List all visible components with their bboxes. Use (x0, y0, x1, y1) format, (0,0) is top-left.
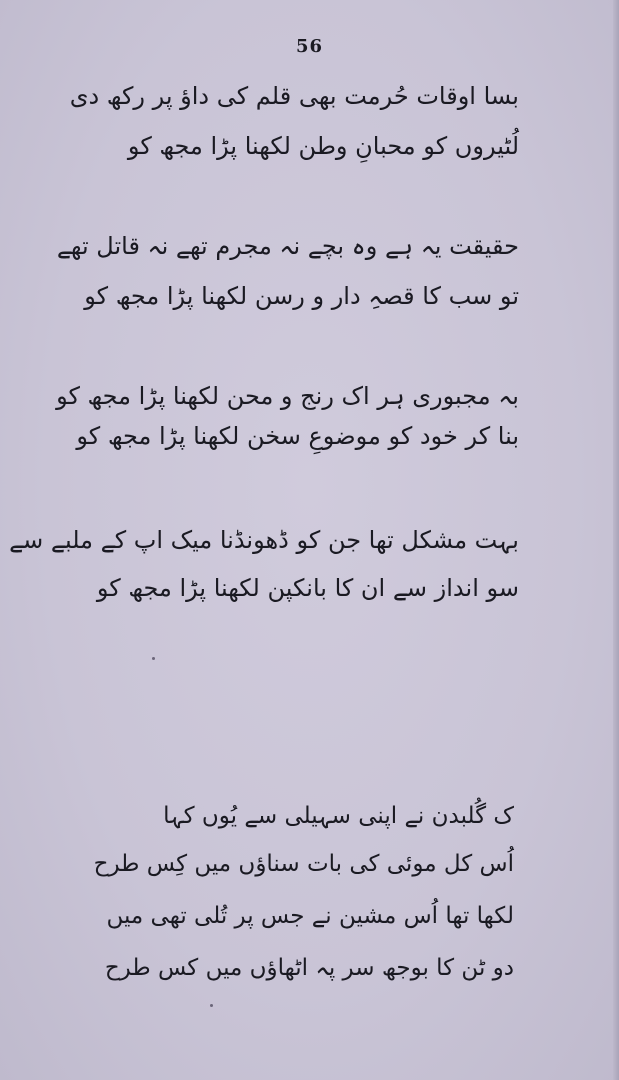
verse-line: لکھا تھا اُس مشین نے جس پر تُلی تھی میں (106, 903, 514, 929)
verse-line: بہت مشکل تھا جن کو ڈھونڈنا میک اپ کے ملبے سے (9, 526, 519, 554)
verse-line: لُٹیروں کو محبانِ وطن لکھنا پڑا مجھ کو (127, 132, 519, 160)
page-edge (613, 0, 619, 1080)
verse-line: ک گُلبدن نے اپنی سہیلی سے یُوں کہا (163, 803, 514, 829)
paper-speck (210, 1004, 213, 1007)
verse-line: سو انداز سے ان کا بانکپن لکھنا پڑا مجھ کو (96, 574, 519, 602)
verse-line: دو ٹن کا بوجھ سر پہ اٹھاؤں میں کس طرح (104, 955, 514, 981)
verse-line: بہ مجبوری ہر اک رنج و محن لکھنا پڑا مجھ کو (56, 382, 519, 410)
verse-line: تو سب کا قصہِ دار و رسن لکھنا پڑا مجھ کو (84, 282, 519, 310)
verse-line: حقیقت یہ ہے وہ بچے نہ مجرم تھے نہ قاتل تھے (56, 232, 519, 260)
verse-line: بنا کر خود کو موضوعِ سخن لکھنا پڑا مجھ کو (76, 422, 519, 450)
verse-line: اُس کل موئی کی بات سناؤں میں کِس طرح (93, 851, 514, 877)
verse-line: بسا اوقات حُرمت بھی قلم کی داؤ پر رکھ دی (69, 82, 519, 110)
page-number: 56 (295, 36, 324, 57)
paper-speck (152, 657, 155, 660)
